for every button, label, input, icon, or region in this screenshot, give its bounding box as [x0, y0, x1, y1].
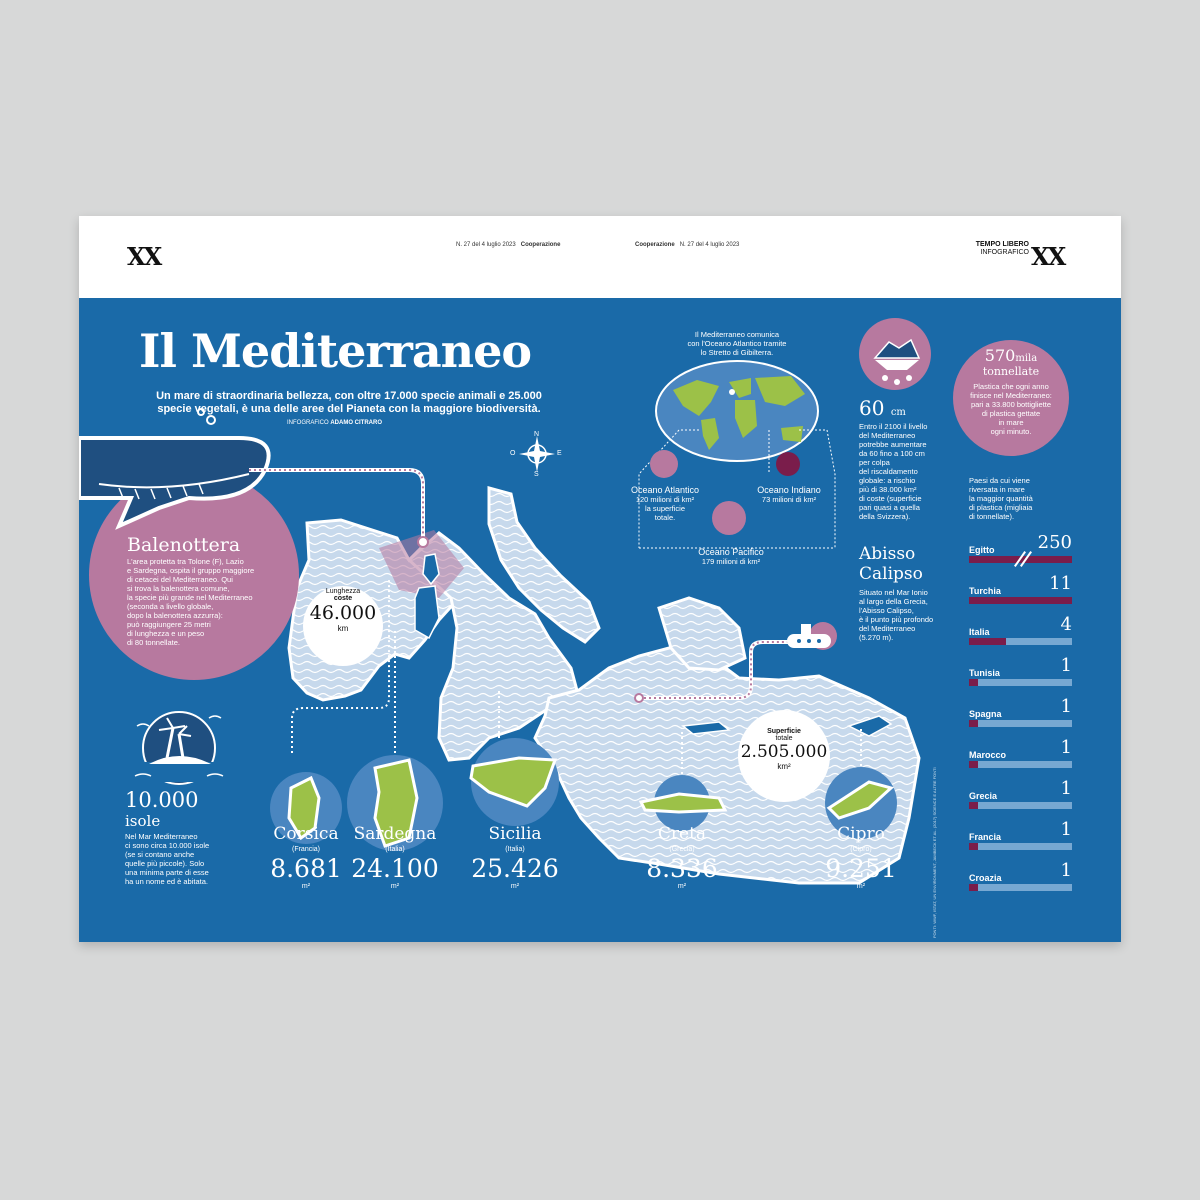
corsica-name: Corsica	[273, 824, 339, 844]
corsica-country: (Francia)	[291, 846, 320, 853]
atlantic-name: Oceano Atlantico	[630, 485, 700, 495]
coast-unit: km	[337, 624, 349, 633]
creta-country: (Grecia)	[669, 846, 695, 853]
abyss-text-line: del Mediterraneo	[859, 624, 916, 633]
ranking-bar-track-grecia	[969, 802, 1072, 809]
ranking-label-marocco: Marocco	[969, 750, 1007, 760]
gibraltar-text	[637, 330, 837, 357]
creta-area-unit: m²	[677, 883, 687, 890]
section-label	[976, 241, 1029, 257]
abyss-title-1: Abisso	[859, 544, 916, 564]
sea-level-text-line: Entro il 2100 il livello	[859, 422, 928, 431]
sea-level-text-line: della Svizzera).	[859, 512, 911, 521]
plastic-text-line: pari a 33.800 bottigliette	[970, 400, 1052, 409]
ranking-label-croazia: Croazia	[969, 873, 1002, 883]
magazine-spread	[79, 216, 1121, 942]
corsica-area-value: 8.681	[270, 854, 342, 883]
gibraltar-text-line: Il Mediterraneo comunica	[694, 330, 780, 339]
islands-text-line: ha un nome ed è abitata.	[125, 877, 208, 886]
subsection-name: INFOGRAFICO	[980, 249, 1029, 256]
ranking-intro-line: la maggior quantità	[969, 494, 1033, 503]
ranking-bar-croazia	[969, 884, 978, 891]
ranking-bar-track-spagna	[969, 720, 1072, 727]
abyss-text	[859, 588, 959, 642]
islands-label: isole	[125, 812, 161, 830]
main-title: Il Mediterraneo	[139, 324, 532, 378]
sea-level-text-line: più di 38.000 km²	[859, 485, 917, 494]
pacific-circle	[712, 501, 746, 535]
credit	[287, 420, 382, 426]
islands-text-line: una minima parte di esse	[125, 868, 209, 877]
sea-level-text-line: di coste (superficie	[859, 494, 922, 503]
sardegna-country: (Italia)	[385, 846, 405, 853]
coast-value: 46.000	[309, 602, 377, 624]
subtitle-line-2: specie vegetali, è una delle aree del Pianeta con la maggiore biodiversità.	[157, 403, 541, 415]
issue-date-left: N. 27 del 4 luglio 2023	[456, 242, 516, 248]
islands-count: 10.000	[125, 788, 199, 812]
indian-label	[747, 486, 831, 504]
plastic-text-line: Plastica che ogni anno	[973, 382, 1049, 391]
sea-level-text-line: potrebbe aumentare	[859, 440, 927, 449]
whale-text-line: (seconda a livello globale,	[127, 602, 214, 611]
ranking-intro-line: di tonnellate).	[969, 512, 1015, 521]
sardegna-area-value: 24.100	[351, 854, 439, 883]
sea-level-value	[859, 396, 906, 420]
ranking-value-tunisia: 1	[1060, 655, 1072, 676]
plastic-suffix: mila	[1015, 353, 1038, 364]
indian-name: Oceano Indiano	[757, 485, 821, 495]
pacific-name: Oceano Pacifico	[698, 547, 764, 557]
ranking-bar-turchia	[969, 597, 1072, 604]
atlantic-label	[625, 486, 705, 522]
compass-e: E	[557, 450, 562, 457]
sea-level-text-line: del riscaldamento	[859, 467, 918, 476]
creta-name: Creta	[657, 824, 707, 844]
ranking-label-spagna: Spagna	[969, 709, 1002, 719]
corsica-area-unit: m²	[301, 883, 311, 890]
plastic-text	[955, 382, 1067, 436]
issue-info-right	[635, 242, 739, 248]
surface-label-2: totale	[775, 735, 793, 742]
islands-text-line: ci sono circa 10.000 isole	[125, 841, 210, 850]
cipro-country: (Cipro)	[850, 846, 872, 853]
whale-title: Balenottera	[127, 534, 241, 556]
ranking-label-francia: Francia	[969, 832, 1002, 842]
subtitle-line-1: Un mare di straordinaria bellezza, con oltre 17.000 specie animali e 25.000	[156, 390, 542, 402]
whale-text-line: la specie più grande nel Mediterraneo	[127, 593, 253, 602]
islands-text	[125, 832, 245, 886]
pacific-label	[689, 548, 773, 566]
sicilia-area-value: 25.426	[471, 854, 559, 883]
compass-n: N	[534, 431, 540, 438]
gibraltar-text-line: con l'Oceano Atlantico tramite	[687, 339, 787, 348]
atlantic-text-line: la superficie	[644, 504, 686, 513]
map-sardinia-shape	[415, 586, 439, 638]
ranking-bar-italia	[969, 638, 1006, 645]
abyss-title-2: Calipso	[859, 564, 923, 584]
sea-level-text	[859, 422, 949, 521]
issue-date-right: N. 27 del 4 luglio 2023	[679, 242, 740, 248]
compass-icon	[519, 436, 555, 472]
plastic-value	[957, 346, 1065, 378]
gibraltar-text-line: lo Stretto di Gibilterra.	[700, 348, 774, 357]
coast-label-2: coste	[333, 595, 353, 602]
credit-prefix: INFOGRAFICO	[287, 420, 329, 426]
abyss-text-line: Situato nel Mar Ionio	[859, 588, 928, 597]
abyss-title	[859, 544, 923, 584]
ranking-bar-francia	[969, 843, 978, 850]
ranking-value-francia: 1	[1060, 819, 1072, 840]
sources-text: FONTI: WWF, ISTAT, UN ENVIRONMENT, JAMBECK ET AL. (2017) SCIENCE E ALTRE FONTI	[932, 767, 937, 938]
atlantic-text-line: totale.	[654, 513, 676, 522]
ranking-intro-line: Paesi da cui viene	[969, 476, 1030, 485]
whale-text-line: e Sardegna, ospita il gruppo maggiore	[127, 566, 255, 575]
magazine-name-right: Cooperazione	[635, 242, 675, 248]
tropical-island-icon	[129, 712, 229, 784]
sea-level-text-line: da 60 fino a 100 cm	[859, 449, 925, 458]
ranking-bar-grecia	[969, 802, 978, 809]
sea-level-unit: cm	[890, 407, 906, 418]
whale-text-line: di 80 tonnellate.	[127, 638, 180, 647]
ranking-bar-marocco	[969, 761, 978, 768]
indian-text: 73 milioni di km²	[761, 495, 817, 504]
whale-text-line: si trova la balenottera comune,	[127, 584, 230, 593]
section-name: TEMPO LIBERO	[975, 241, 1029, 248]
ranking-label-grecia: Grecia	[969, 791, 998, 801]
atlantic-text-line: 120 milioni di km²	[635, 495, 695, 504]
compass-s: S	[534, 471, 539, 478]
whale-text-line: L'area protetta tra Tolone (F), Lazio	[127, 557, 244, 566]
compass-o: O	[510, 450, 516, 457]
ranking-value-turchia: 11	[1049, 573, 1072, 594]
plastic-text-line: in mare	[998, 418, 1024, 427]
cipro-area-value: 9.251	[825, 854, 897, 883]
coast-label-1: Lunghezza	[325, 588, 361, 595]
ranking-bar-track-tunisia	[969, 679, 1072, 686]
sardegna-name: Sardegna	[353, 824, 437, 844]
ranking-bar-track-croazia	[969, 884, 1072, 891]
abyss-text-line: al largo della Grecia,	[859, 597, 928, 606]
whale-text	[127, 557, 287, 647]
plastic-number: 570	[984, 346, 1016, 365]
plastic-text-line: finisce nel Mediterraneo:	[970, 391, 1052, 400]
abyss-text-line: l'Abisso Calipso,	[859, 606, 914, 615]
page-header	[79, 216, 1121, 298]
sea-level-text-line: globale: a rischio	[859, 476, 916, 485]
ranking-label-italia: Italia	[969, 627, 990, 637]
ranking-bar-track-francia	[969, 843, 1072, 850]
surface-label-1: Superficie	[767, 728, 801, 735]
islands-text-line: Nel Mar Mediterraneo	[125, 832, 198, 841]
plastic-unit: tonnellate	[982, 365, 1040, 378]
sicilia-area-unit: m²	[510, 883, 520, 890]
surface-value: 2.505.000	[740, 742, 828, 762]
sea-level-text-line: per colpa	[859, 458, 890, 467]
subtitle	[129, 390, 569, 416]
abyss-text-line: (5.270 m).	[859, 633, 894, 642]
abyss-text-line: è il punto più profondo	[859, 615, 934, 624]
infographic-panel	[79, 298, 1121, 942]
sea-level-text-line: del Mediterraneo	[859, 431, 916, 440]
ranking-intro-line: riversata in mare	[969, 485, 1025, 494]
gibraltar-dot	[729, 389, 735, 395]
islands-text-line: quelle più piccole). Solo	[125, 859, 205, 868]
plastic-text-line: di plastica gettate	[981, 409, 1041, 418]
sardegna-area-unit: m²	[390, 883, 400, 890]
magazine-logo-left: XX	[127, 242, 161, 271]
ranking-intro	[969, 476, 1073, 521]
sicilia-country: (Italia)	[505, 846, 525, 853]
ranking-label-tunisia: Tunisia	[969, 668, 1000, 678]
islands-text-line: (se si contano anche	[125, 850, 195, 859]
cipro-area-unit: m²	[856, 883, 866, 890]
cipro-name: Cipro	[837, 824, 885, 844]
whale-text-line: dopo la balenottera azzurra):	[127, 611, 223, 620]
magazine-logo-right: XX	[1031, 242, 1065, 271]
credit-name: ADAMO CITRARO	[330, 420, 383, 426]
sicilia-name: Sicilia	[488, 824, 542, 844]
ranking-bar-track-marocco	[969, 761, 1072, 768]
ranking-value-spagna: 1	[1060, 696, 1072, 717]
ranking-value-grecia: 1	[1060, 778, 1072, 799]
surface-stat	[738, 728, 830, 771]
coast-stat	[303, 588, 383, 633]
atlantic-circle	[650, 450, 678, 478]
ranking-bar-tunisia	[969, 679, 978, 686]
ranking-value-croazia: 1	[1060, 860, 1072, 881]
ranking-label-turchia: Turchia	[969, 586, 1001, 596]
issue-info-left	[456, 242, 560, 248]
plastic-text-line: ogni minuto.	[990, 427, 1032, 436]
pacific-text: 179 milioni di km²	[701, 557, 761, 566]
ranking-intro-line: di plastica (migliaia	[969, 503, 1033, 512]
sea-level-text-line: pari quasi a quella	[859, 503, 920, 512]
ranking-bar-spagna	[969, 720, 978, 727]
atlantic-text	[625, 495, 705, 522]
whale-text-line: di cetacei del Mediterraneo. Qui	[127, 575, 233, 584]
ranking-value-egitto: 250	[1037, 532, 1072, 553]
whale-text-line: può raggiungere 25 metri	[127, 620, 211, 629]
whale-text-line: di lunghezza e un peso	[127, 629, 205, 638]
creta-area-value: 8.336	[646, 854, 718, 883]
ranking-value-marocco: 1	[1060, 737, 1072, 758]
surface-unit: km²	[777, 762, 791, 771]
indian-circle	[776, 452, 800, 476]
ranking-label-egitto: Egitto	[969, 545, 995, 555]
ranking-value-italia: 4	[1060, 614, 1072, 635]
magazine-name-left: Cooperazione	[520, 242, 561, 248]
sea-level-number: 60	[859, 396, 885, 420]
